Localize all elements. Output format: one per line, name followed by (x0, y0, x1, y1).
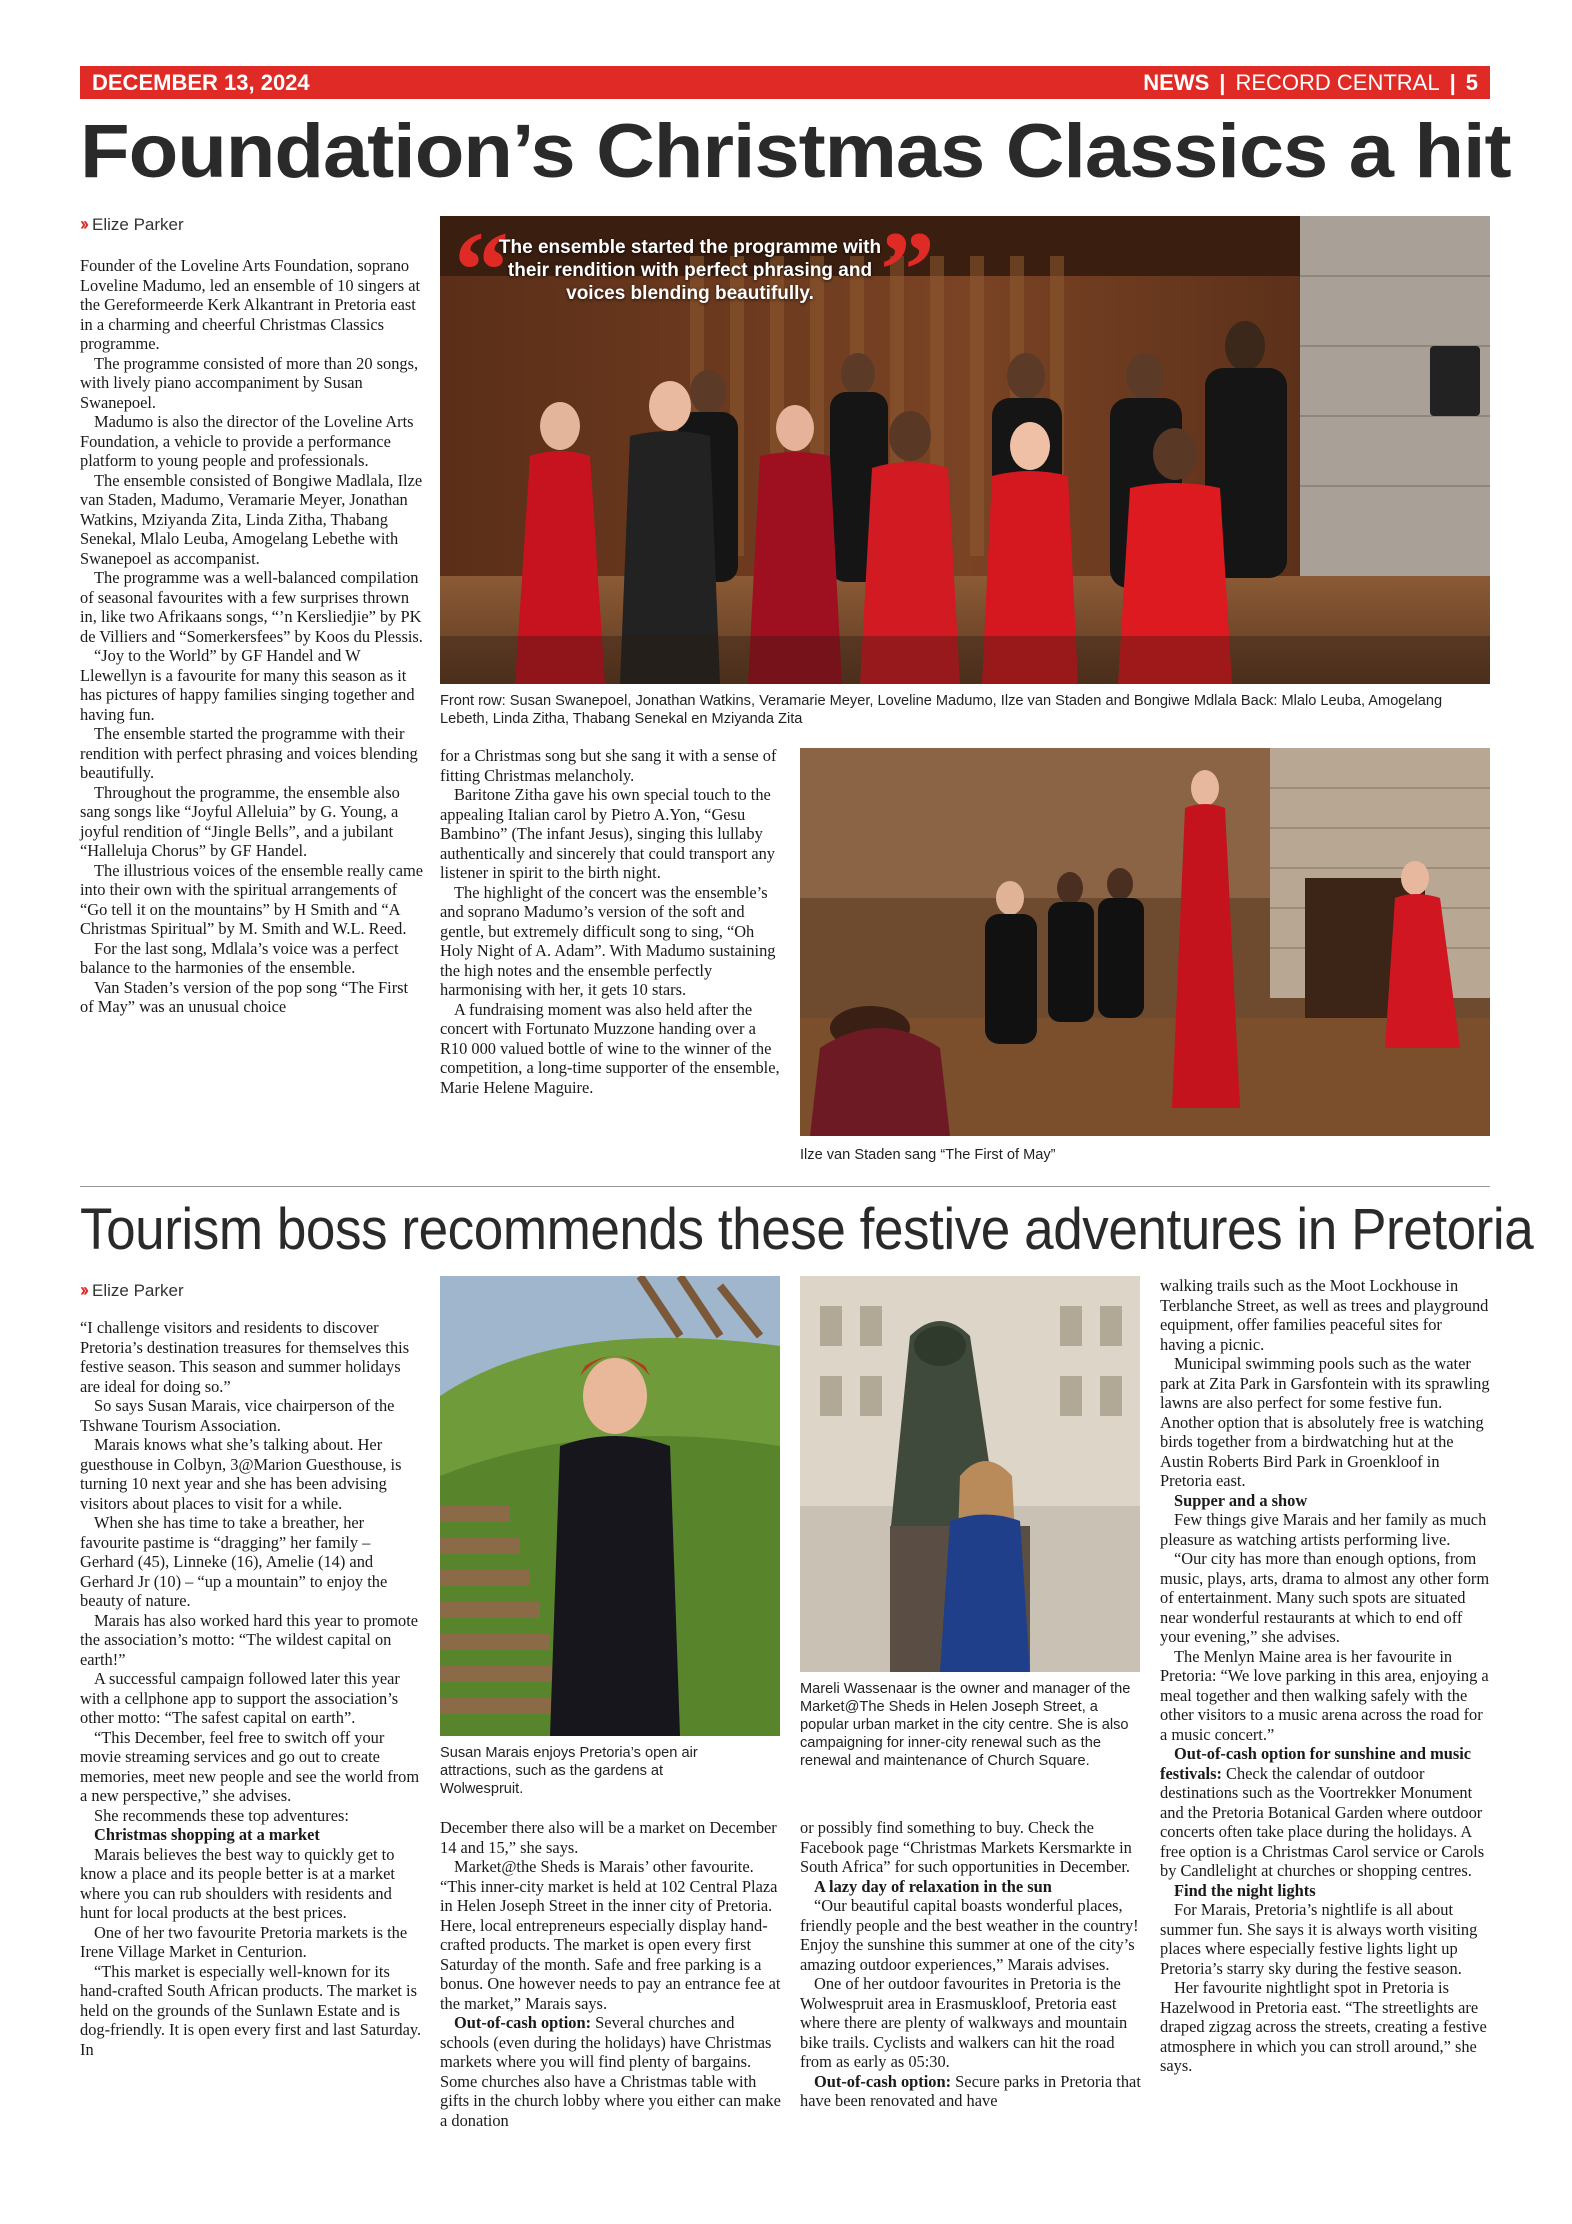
paragraph: Marais has also worked hard this year to promote the association’s motto: “The wildest capital on earth!” (80, 1610, 419, 1669)
paragraph: Madumo is also the director of the Loveline Arts Foundation, a vehicle to provide a performance platform to young people and professionals. (80, 412, 414, 470)
paragraph: A successful campaign followed later this year with a cellphone app to support the association’s other motto: “The safest capital on earth”. (80, 1669, 400, 1727)
paragraph-text: Check the calendar of outdoor destinations such as the Voortrekker Monument and the Pretoria Botanical Garden where outdoor concerts often take place during the holidays. A free option is a Christmas Carol service or Carols by Candlelight at churches or shopping centres. (1160, 1763, 1485, 1880)
paragraph: “Our city has more than enough options, from music, plays, arts, drama to almost any other form of entertainment. Many such spots are situated near wonderful restaurants at which to end off your evening,” she advises. (1160, 1549, 1490, 1646)
paragraph (440, 2013, 784, 2130)
paragraph: Marais believes the best way to quickly get to know a place and its people better is at a market where you can rub shoulders with residents and hunt for local products at the best prices. (80, 1844, 395, 1922)
subheading: Find the night lights (1174, 1880, 1316, 1900)
paragraph: Founder of the Loveline Arts Foundation, soprano Loveline Madumo, led an ensemble of 10 singers at the Gereformeerde Kerk Alkantrant in Pretoria east in a charming and cheerful Christmas Classics programme. (80, 256, 421, 353)
paragraph: “Our beautiful capital boasts wonderful places, friendly people and the best weather in the country! Enjoy the sunshine this summer at one of the city’s amazing outdoor experiences,” Marais advises. (800, 1896, 1139, 1974)
article2-column-3 (800, 1818, 1144, 2111)
paragraph: Market@the Sheds is Marais’ other favourite. “This inner-city market is held at 102 Central Plaza in Helen Joseph Street in the inner city of Pretoria. Here, local entrepreneurs especially display hand-crafted products. The market is open every first Saturday of the month. Safe and free parking is a bonus. One however needs to pay an entrance fee at the market,” Marais says. (440, 1857, 781, 2013)
article2-column-1 (80, 1318, 424, 2059)
susan-marais-photo (440, 1276, 780, 1736)
article2-byline (80, 1280, 184, 1301)
paragraph: The illustrious voices of the ensemble really came into their own with the spiritual arrangements of “Go tell it on the mountains” by H Smith and “A Christmas Spiritual” by M. Smith and W.L. Reed. (80, 860, 424, 938)
mareli-photo-caption: Mareli Wassenaar is the owner and manager of the Market@The Sheds in Helen Joseph Street, a popular urban market in the city centre. She is also campaigning for inner-city renewal such as the renewal and maintenance of Church Square. (800, 1681, 1131, 1769)
out-of-cash-label: Out-of-cash option: (454, 2013, 592, 2032)
paragraph: Marais knows what she’s talking about. Her guesthouse in Colbyn, 3@Marion Guesthouse, is turning 10 next year and she has been advising visitors about places to visit for a while. (80, 1435, 402, 1513)
header-separator: | (1449, 69, 1456, 95)
paragraph: The highlight of the concert was the ensemble’s and soprano Madumo’s version of the soft and gentle, but extremely difficult song to sing, “Oh Holy Night of A. Adam”. With Madumo sustaining the high notes and the ensemble perfectly harmonising with her, it gets 10 stars. (440, 882, 776, 999)
paragraph: The ensemble consisted of Bongiwe Madlala, Ilze van Staden, Madumo, Veramarie Meyer, Jonathan Watkins, Mziyanda Zita, Linda Zitha, Thabang Senekal, Mlalo Leuba, Amogelang Lebethe with Swanepoel as accompanist. (80, 470, 423, 568)
paragraph: The programme consisted of more than 20 songs, with lively piano accompaniment by Susan Swanepoel. (80, 353, 419, 412)
paragraph-text: Secure parks in Pretoria that have been renovated and have (800, 2071, 1141, 2110)
article1-column-1 (80, 256, 424, 1017)
paragraph: The programme was a well-balanced compilation of seasonal favourites with a few surprises thrown in, like two Afrikaans songs, “’n Kersliedjie” by PK de Villiers and “Somerkersfees” by Koos du Plessis. (80, 568, 423, 646)
susan-photo-caption: Susan Marais enjoys Pretoria’s open air attractions, such as the gardens at Wolwespruit. (440, 1745, 698, 1797)
pullquote-close-mark: ” (880, 216, 935, 331)
paragraph: Van Staden’s version of the pop song “The First of May” was an unusual choice (80, 977, 409, 1016)
paragraph: Municipal swimming pools such as the water park at Zita Park in Garsfontein with its sprawling lawns are also perfect for some festive fun. Another option that is absolutely free is watching birds together from a birdwatching hut at the Austin Roberts Bird Park in Groenkloof in Pretoria east. (1160, 1354, 1490, 1490)
header-separator: | (1219, 69, 1226, 95)
subheading: A lazy day of relaxation in the sun (814, 1876, 1052, 1896)
subheading: Supper and a show (1174, 1490, 1308, 1510)
paragraph: “Joy to the World” by GF Handel and W Llewellyn is a favourite for many this season as it has pictures of happy families singing together and having fun. (80, 646, 415, 724)
byline-author: Elize Parker (92, 1280, 184, 1300)
paragraph: “This market is especially well-known for its hand-crafted South African products. The market is held on the grounds of the Sunlawn Estate and is dog-friendly. It is open every first and last Saturday. In (80, 1961, 422, 2059)
paragraph: One of her outdoor favourites in Pretoria is the Wolwespruit area in Erasmuskloof, Pretoria east where there are plenty of walkways and mountain bike trails. Cyclists and walkers can hit the road from as early as 05:30. (800, 1974, 1128, 2071)
paragraph: She recommends these top adventures: (94, 1805, 349, 1825)
paragraph: “I challenge visitors and residents to discover Pretoria’s destination treasures for themselves this festive season. This season and summer holidays are ideal for doing so.” (80, 1318, 410, 1396)
section-name: NEWS (1143, 69, 1210, 95)
byline-chevron-icon: ›› (80, 214, 86, 234)
mareli-photo-illustration (800, 1276, 1140, 1672)
paragraph: “This December, feel free to switch off your movie streaming services and go out to create memories, meet new people and see the world from a new perspective,” she advises. (80, 1727, 420, 1805)
ensemble-photo-caption: Front row: Susan Swanepoel, Jonathan Watkins, Veramarie Meyer, Loveline Madumo, Ilze van Staden and Bongiwe Mdlala Back: Mlalo Leuba, Amogelang Lebeth, Linda Zitha, Thabang Senekal en Mziyanda Zita (440, 693, 1443, 727)
paragraph: or possibly find something to buy. Check the Facebook page “Christmas Markets Kersmarkte in South Africa” for such opportunities in December. (800, 1818, 1132, 1876)
article1-column-2 (440, 746, 784, 1097)
solo-photo-caption: Ilze van Staden sang “The First of May” (800, 1147, 1056, 1163)
susan-photo-illustration (440, 1276, 780, 1736)
out-of-cash-label: Out-of-cash option: (814, 2071, 952, 2091)
pullquote-text: The ensemble started the programme with their rendition with perfect phrasing and voices blending beautifully. (498, 237, 882, 304)
paragraph: Baritone Zitha gave his own special touch to the appealing Italian carol by Pietro A.Yon, “Gesu Bambino” (The infant Jesus), singing this lullaby authentically and sincerely that could transport any listener in spirit to the birth night. (440, 785, 775, 882)
article2-column-4 (1160, 1276, 1490, 2076)
paragraph: One of her two favourite Pretoria markets is the Irene Village Market in Centurion. (80, 1922, 408, 1961)
mareli-wassenaar-photo (800, 1276, 1140, 1672)
issue-date: DECEMBER 13, 2024 (92, 69, 310, 95)
article1-byline (80, 214, 184, 235)
paragraph: Her favourite nightlight spot in Pretoria is Hazelwood in Pretoria east. “The streetlights are draped zigzag across the streets, creating a festive atmosphere in which you can stroll around,” she says. (1160, 1978, 1487, 2075)
byline-chevron-icon: ›› (80, 1280, 86, 1300)
paragraph (1160, 1744, 1490, 1881)
singer-solo-photo (800, 748, 1490, 1136)
paragraph: Throughout the programme, the ensemble also sang songs like “Joyful Alleluia” by G. Young, a joyful rendition of “Jingle Bells”, and a jubilant “Halleluja Chorus” by GF Handel. (80, 782, 400, 860)
pullquote-open-mark: “ (454, 216, 509, 331)
paragraph: The Menlyn Maine area is her favourite in Pretoria: “We love parking in this area, enjoying a meal together and then walking safely with the other visitors to a music arena across the road for a music concert.” (1160, 1646, 1489, 1744)
paragraph: The ensemble started the programme with their rendition with perfect phrasing and voices blending beautifully. (80, 724, 418, 782)
paragraph: A fundraising moment was also held after the concert with Fortunato Muzzone handing over a R10 000 valued bottle of wine to the winner of the competition, a long-time supporter of the ensemble, Marie Helene Maguire. (440, 999, 780, 1097)
page-number: 5 (1465, 69, 1478, 95)
paragraph: December there also will be a market on December 14 and 15,” she says. (440, 1818, 777, 1857)
article2-column-2 (440, 1818, 784, 2130)
paragraph: For Marais, Pretoria’s nightlife is all about summer fun. She says it is always worth visiting places where especially festive lights light up Pretoria’s starry sky during the festive season. (1160, 1900, 1478, 1978)
paragraph: For the last song, Mdlala’s voice was a perfect balance to the harmonies of the ensemble. (80, 938, 399, 977)
paragraph: So says Susan Marais, vice chairperson of the Tshwane Tourism Association. (80, 1396, 395, 1435)
paragraph: When she has time to take a breather, her favourite pastime is “dragging” her family – Gerhard (45), Linneke (16), Amelie (14) and Gerhard Jr (10) – “up a mountain” to enjoy the beauty of nature. (80, 1513, 388, 1610)
paragraph: walking trails such as the Moot Lockhouse in Terblanche Street, as well as trees and playground equipment, offer families peaceful sites for having a picnic. (1160, 1276, 1489, 1354)
page-header-bar (80, 66, 1490, 99)
paragraph: for a Christmas song but she sang it with a sense of fitting Christmas melancholy. (440, 746, 777, 785)
paragraph: Few things give Marais and her family as much pleasure as watching artists performing live. (1160, 1510, 1487, 1549)
ensemble-group-photo (440, 216, 1490, 684)
out-of-cash-label: Out-of-cash option for sunshine and music festivals: (1160, 1744, 1472, 1783)
byline-author: Elize Parker (92, 214, 184, 234)
solo-photo-illustration (800, 748, 1490, 1136)
publication-name: RECORD CENTRAL (1235, 69, 1440, 95)
header-section-info (1143, 70, 1478, 96)
article1-headline: Foundation’s Christmas Classics a hit (80, 109, 1511, 194)
article-divider (80, 1186, 1490, 1187)
paragraph (800, 2072, 1144, 2111)
subheading: Christmas shopping at a market (94, 1825, 320, 1844)
article2-headline: Tourism boss recommends these festive adventures in Pretoria (80, 1197, 1534, 1262)
paragraph-text: Several churches and schools (even during the holidays) have Christmas markets where you will find plenty of bargains. Some churches also have a Christmas table with gifts in the church lobby where you either can make a donation (440, 2013, 781, 2130)
